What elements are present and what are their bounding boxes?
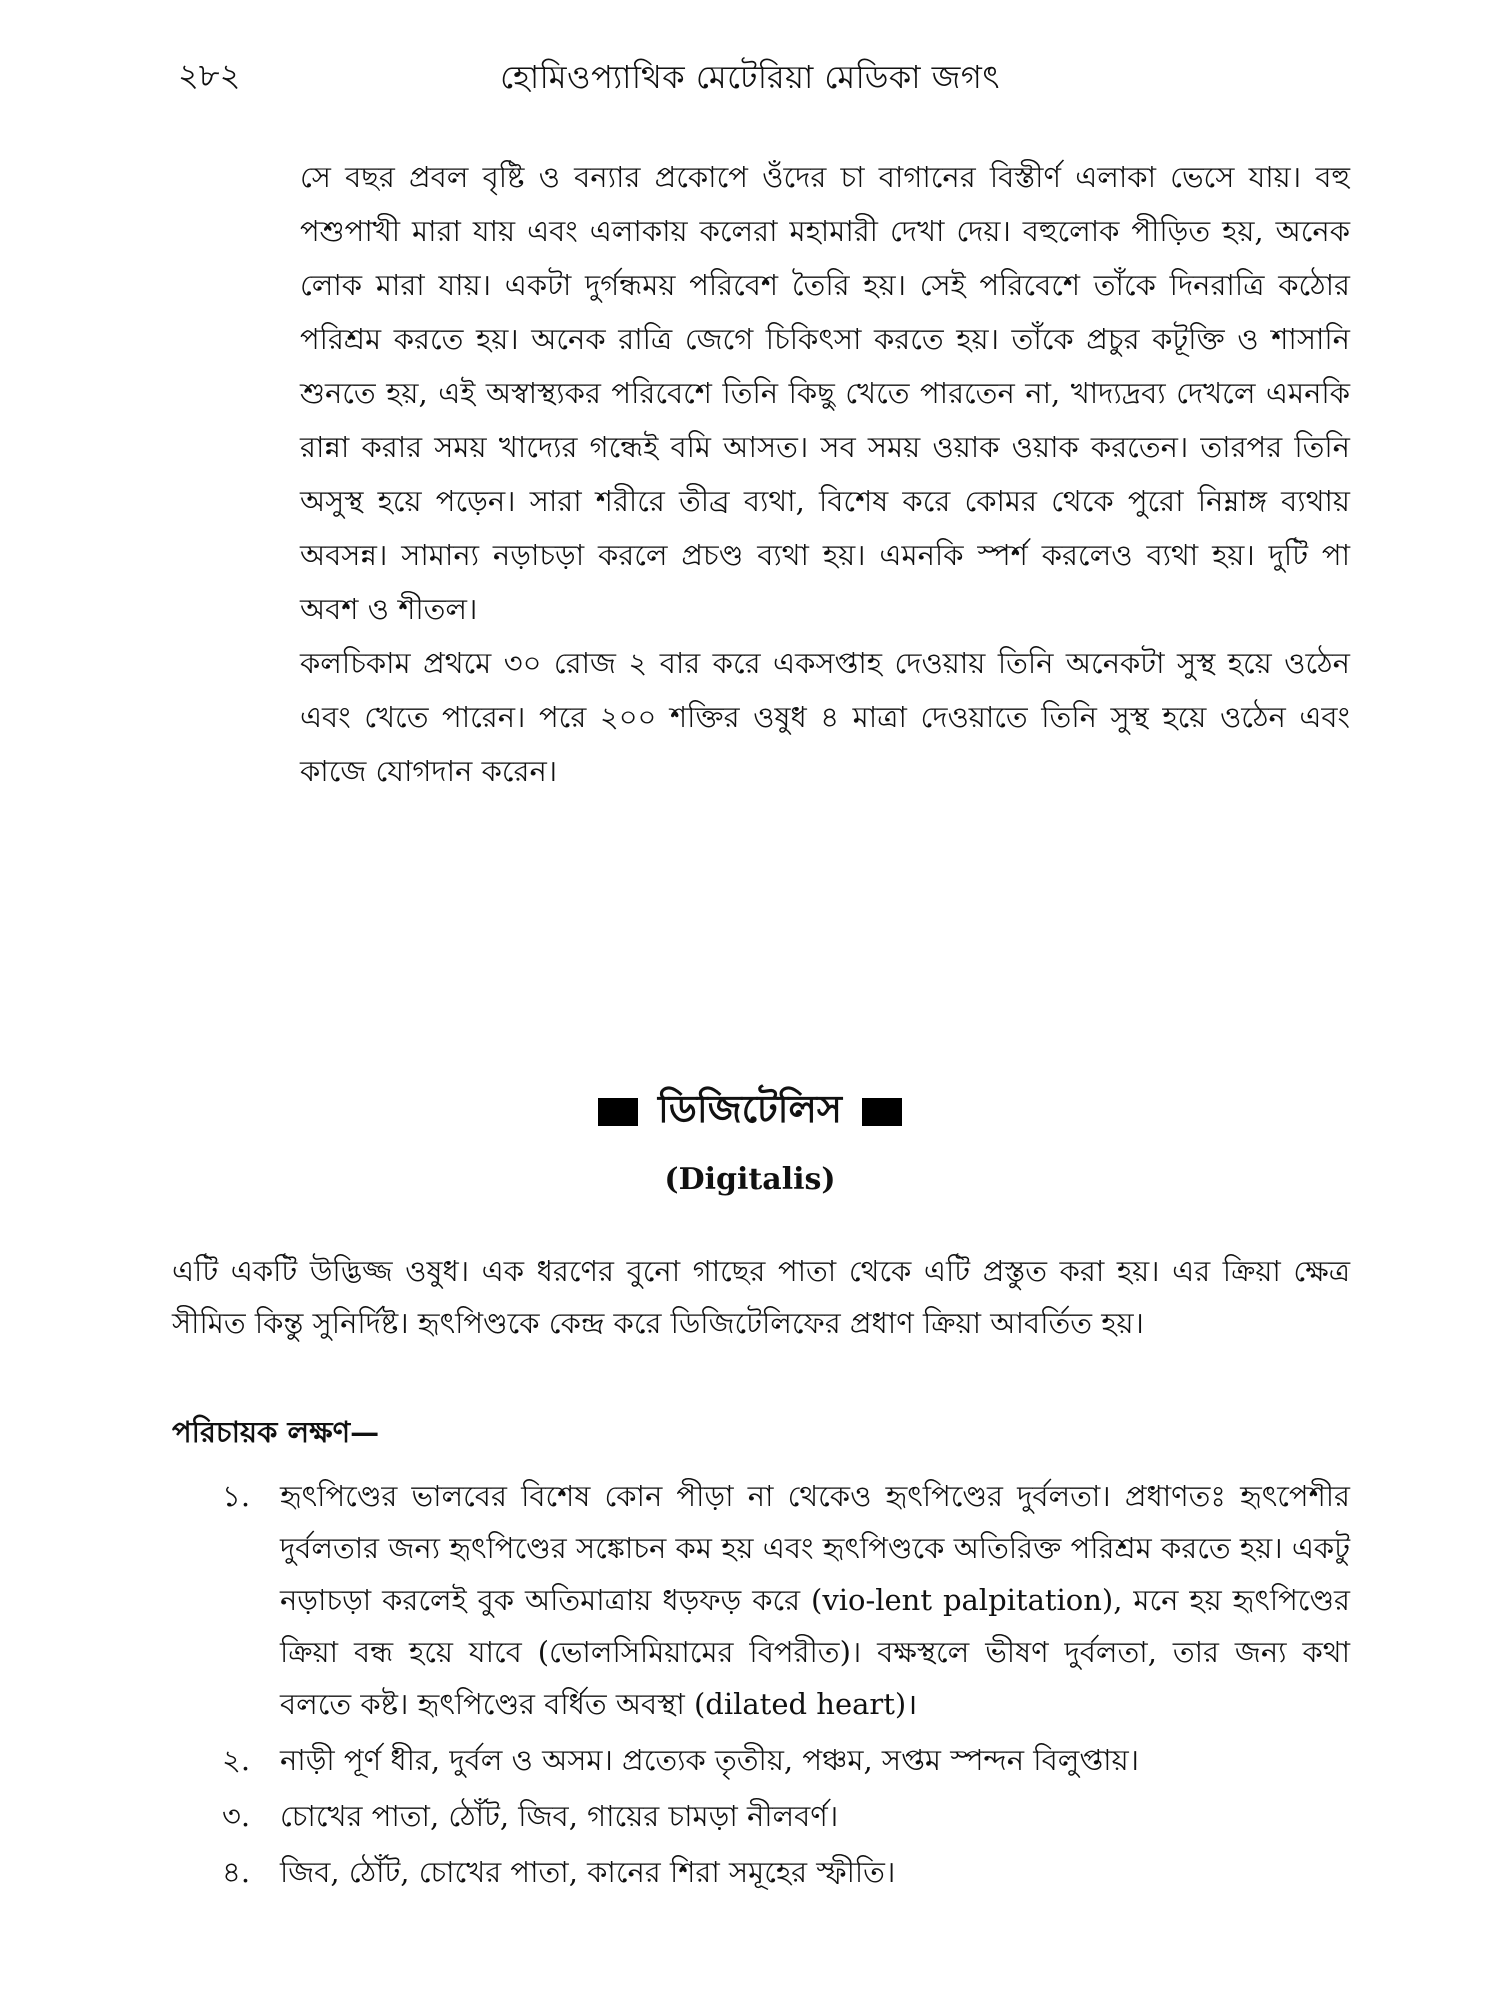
list-item xyxy=(172,1846,1350,1898)
remedy-latin-name: (Digitalis) xyxy=(664,1162,836,1197)
list-item-number: ৪. xyxy=(222,1855,251,1889)
black-square-icon xyxy=(598,1098,638,1126)
list-item xyxy=(172,1790,1350,1842)
remedy-title xyxy=(598,1080,902,1144)
remedy-title-text: ডিজিটেলিস xyxy=(658,1086,842,1131)
black-square-icon xyxy=(862,1098,902,1126)
list-item-text: জিব, ঠোঁট, চোখের পাতা, কানের শিরা সমূহের স্ফীতি। xyxy=(280,1855,896,1889)
list-item xyxy=(172,1470,1350,1730)
case-story xyxy=(300,150,1350,798)
case-story-paragraph: সে বছর প্রবল বৃষ্টি ও বন্যার প্রকোপে ওঁদের চা বাগানের বিস্তীর্ণ এলাকা ভেসে যায়। বহু পশুপাখী মারা যায় এবং এলাকায় কলেরা মহামারী দেখা দেয়। বহুলোক পীড়িত হয়, অনেক লোক মারা যায়। একটা দুর্গন্ধময় পরিবেশ তৈরি হয়। সেই পরিবেশে তাঁকে দিনরাত্রি কঠোর পরিশ্রম করতে হয়। অনেক রাত্রি জেগে চিকিৎসা করতে হয়। তাঁকে প্রচুর কটূক্তি ও শাসানি শুনতে হয়, এই অস্বাস্থ্যকর পরিবেশে তিনি কিছু খেতে পারতেন না, খাদ্যদ্রব্য দেখলে এমনকি রান্না করার সময় খাদ্যের গন্ধেই বমি আসত। সব সময় ওয়াক ওয়াক করতেন। তারপর তিনি অসুস্থ হয়ে পড়েন। সারা শরীরে তীব্র ব্যথা, বিশেষ করে কোমর থেকে পুরো নিম্নাঙ্গ ব্যথায় অবসন্ন। সামান্য নড়াচড়া করলে প্রচণ্ড ব্যথা হয়। এমনকি স্পর্শ করলেও ব্যথা হয়। দুটি পা অবশ ও শীতল। xyxy=(300,160,1350,626)
characteristics-list xyxy=(172,1470,1350,1902)
page-number: ২৮২ xyxy=(178,56,241,94)
list-item-text: চোখের পাতা, ঠোঁট, জিব, গায়ের চামড়া নীলবর্ণ। xyxy=(280,1799,839,1833)
remedy-intro: এটি একটি উদ্ভিজ্জ ওষুধ। এক ধরণের বুনো গাছের পাতা থেকে এটি প্রস্তুত করা হয়। এর ক্রিয়া ক্ষেত্র সীমিত কিন্তু সুনির্দিষ্ট। হৃৎপিণ্ডকে কেন্দ্র করে ডিজিটেলিফের প্রধাণ ক্রিয়া আবর্তিত হয়। xyxy=(172,1254,1350,1340)
case-story-paragraph: কলচিকাম প্রথমে ৩০ রোজ ২ বার করে একসপ্তাহ দেওয়ায় তিনি অনেকটা সুস্থ হয়ে ওঠেন এবং খেতে পারেন। পরে ২০০ শক্তির ওষুধ ৪ মাত্রা দেওয়াতে তিনি সুস্থ হয়ে ওঠেন এবং কাজে যোগদান করেন। xyxy=(300,646,1350,788)
list-item-text: হৃৎপিণ্ডের ভালবের বিশেষ কোন পীড়া না থেকেও হৃৎপিণ্ডের দুর্বলতা। প্রধাণতঃ হৃৎপেশীর দুর্বলতার জন্য হৃৎপিণ্ডের সঙ্কোচন কম হয় এবং হৃৎপিণ্ডকে অতিরিক্ত পরিশ্রম করতে হয়। একটু নড়াচড়া করলেই বুক অতিমাত্রায় ধড়ফড় করে (vio-lent palpitation), মনে হয় হৃৎপিণ্ডের ক্রিয়া বন্ধ হয়ে যাবে (ভোলসিমিয়ামের বিপরীত)। বক্ষস্থলে ভীষণ দুর্বলতা, তার জন্য কথা বলতে কষ্ট। হৃৎপিণ্ডের বর্ধিত অবস্থা (dilated heart)। xyxy=(280,1479,1350,1721)
list-item-text: নাড়ী পূর্ণ ধীর, দুর্বল ও অসম। প্রত্যেক তৃতীয়, পঞ্চম, সপ্তম স্পন্দন বিলুপ্তায়। xyxy=(280,1743,1140,1777)
remedy-heading xyxy=(0,1080,1500,1197)
list-item xyxy=(172,1734,1350,1786)
running-header: হোমিওপ্যাথিক মেটেরিয়া মেডিকা জগৎ xyxy=(500,58,1000,96)
list-item-number: ৩. xyxy=(222,1799,251,1833)
list-item-number: ২. xyxy=(222,1743,251,1777)
list-item-number: ১. xyxy=(222,1479,251,1513)
characteristics-heading: পরিচায়ক লক্ষণ— xyxy=(172,1415,380,1449)
